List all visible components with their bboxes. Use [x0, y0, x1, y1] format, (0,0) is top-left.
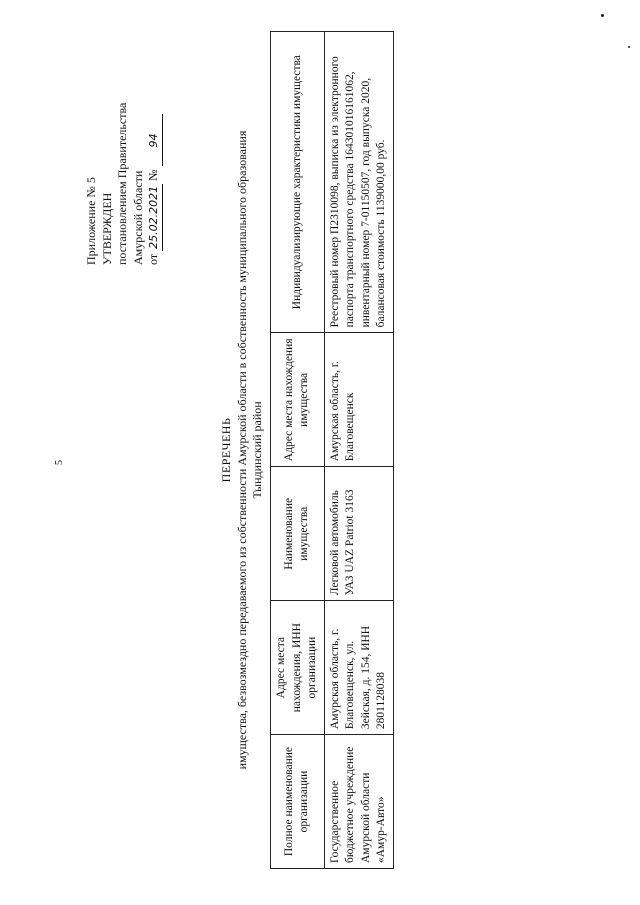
region-label: Амурской области	[130, 170, 145, 265]
page-number: 5	[54, 460, 65, 465]
cell-org-address: Амурская область, г. Благовещенск, ул. Зейская, д. 154, ИНН 2801128038	[324, 601, 393, 735]
title-heading: ПЕРЕЧЕНЬ	[219, 417, 233, 483]
cell-characteristics: Реестровый номер П2310098, выписка из электронного паспорта транспортного средства 164301016161062, инвентарный номер 7-01150507, год выпуска 2020, балансовая стоимость 1139000,00 руб.	[324, 32, 393, 333]
number-prefix: №	[146, 169, 160, 181]
title-district: Тындинский район	[250, 401, 264, 499]
resolution-label: постановлением Правительства	[115, 102, 129, 265]
table-header-row	[271, 32, 325, 869]
cell-property-address: Амурская область, г. Благовещенск	[324, 333, 393, 467]
cell-property-name: Легковой автомобиль УАЗ UAZ Patriot 3163	[324, 467, 393, 601]
table-row	[324, 32, 393, 869]
title-subtitle: имущества, безвозмездно передаваемого из собственности Амурской области в собственность муниципального образования	[234, 130, 249, 770]
date-line	[146, 0, 163, 265]
cell-org-name: Государственное бюджетное учреждение Амурской области «Амур-Авто»	[324, 735, 393, 869]
header-characteristics: Индивидуализирующие характеристики имущества	[271, 32, 325, 333]
scan-speck	[628, 46, 630, 48]
header-org-name: Полное наименование организации	[271, 735, 325, 869]
date-handwritten: 25.02.2021	[146, 184, 163, 251]
property-table	[270, 31, 394, 869]
header-org-address: Адрес места нахождения, ИНН организации	[271, 601, 325, 735]
header-property-name: Наименование имущества	[271, 467, 325, 601]
appendix-label: Приложение № 5	[84, 177, 98, 265]
date-prefix: от	[146, 253, 160, 265]
scan-speck	[601, 14, 604, 17]
approval-stamp	[84, 0, 163, 265]
approved-label: УТВЕРЖДЕН	[99, 192, 114, 265]
number-handwritten: 94	[146, 114, 163, 166]
header-property-address: Адрес места нахождения имущества	[271, 333, 325, 467]
document-title	[219, 35, 266, 865]
